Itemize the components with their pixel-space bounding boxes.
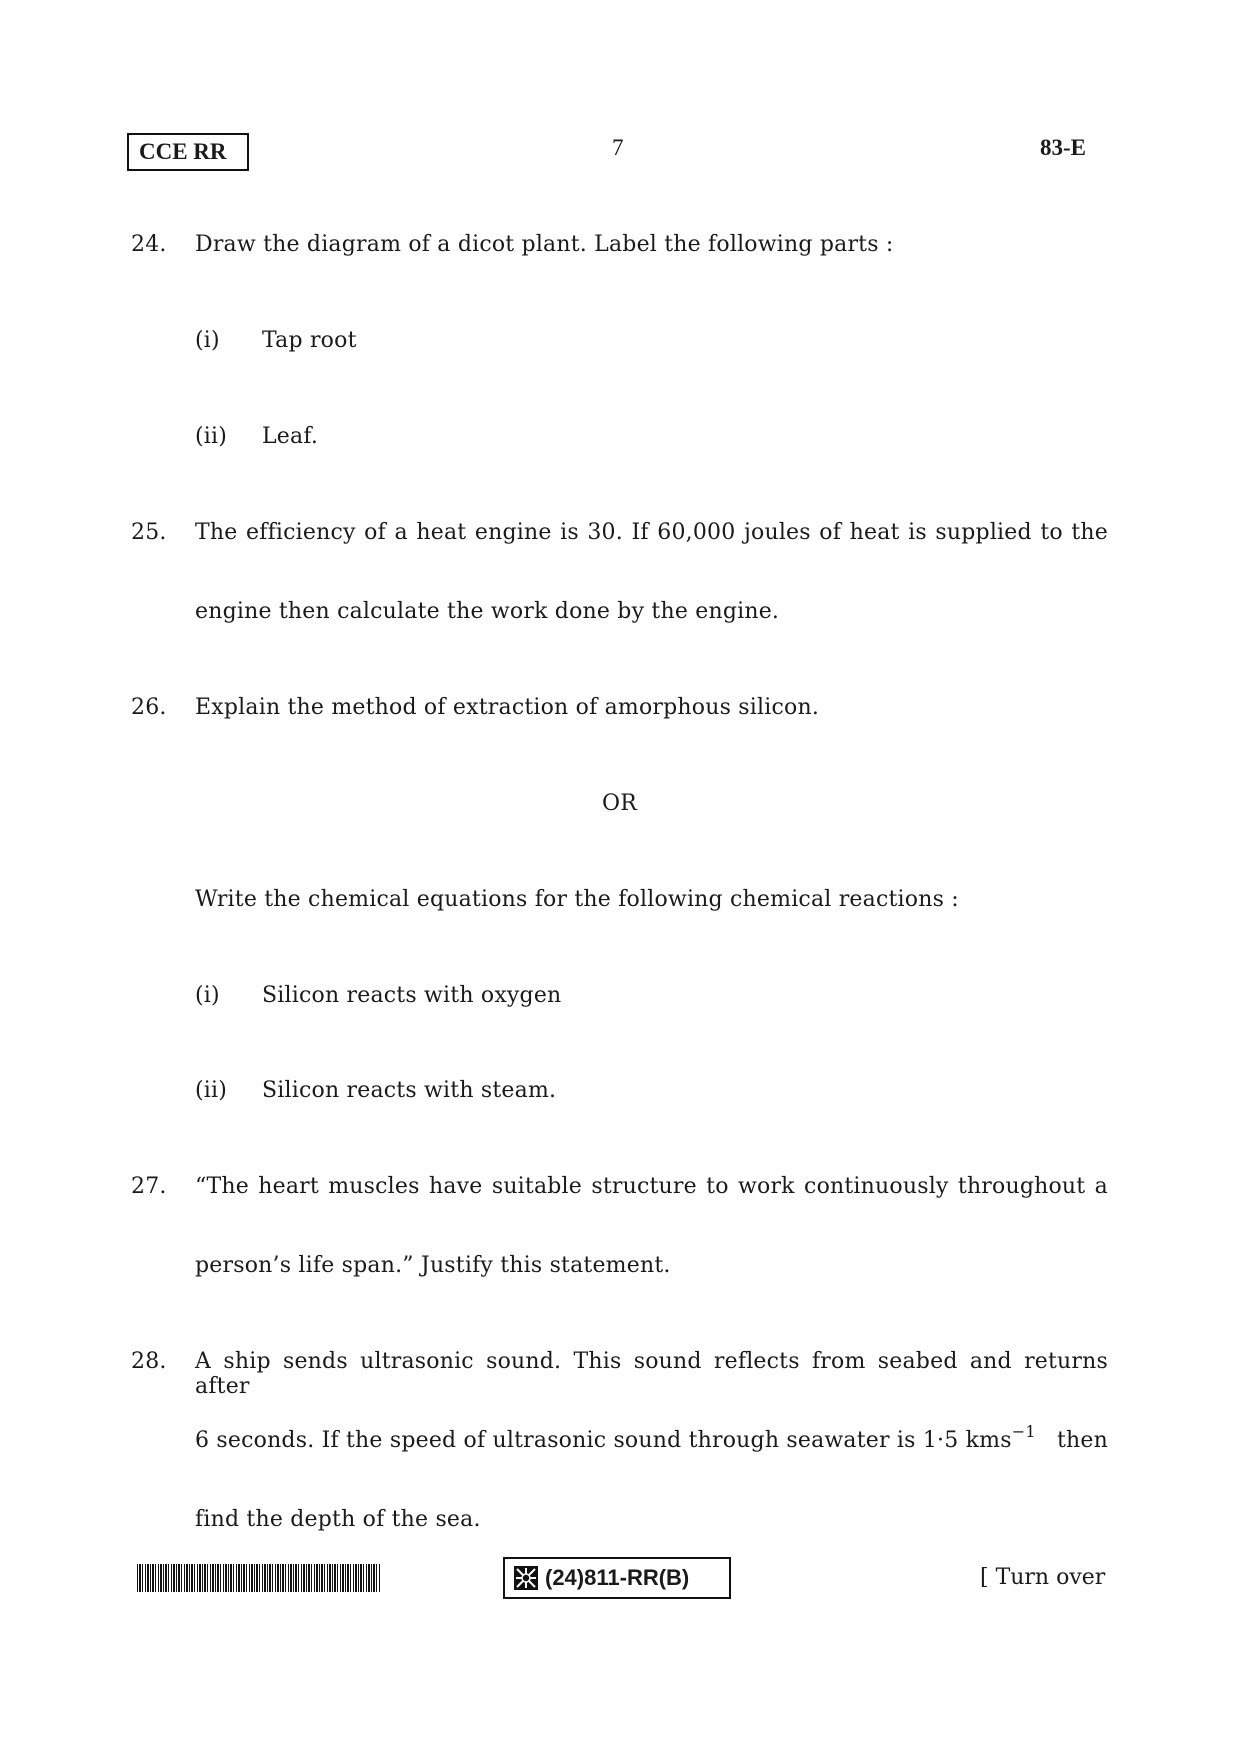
barcode (137, 1564, 380, 1592)
question-text: A ship sends ultrasonic sound. This sound reflects from seabed and returns after (195, 1349, 1108, 1399)
question-text: 6 seconds. If the speed of ultrasonic sound through seawater is 1·5 kms (195, 1428, 1012, 1453)
question-text: The efficiency of a heat engine is 30. If 60,000 joules of heat is supplied to the (195, 520, 1108, 545)
question-text-suffix: then (1057, 1428, 1108, 1453)
footer-code-box (503, 1557, 731, 1599)
part-text: Silicon reacts with steam. (262, 1078, 557, 1103)
exam-label: CCE RR (139, 139, 227, 164)
question-number: 26. (131, 695, 167, 720)
question-text: “The heart muscles have suitable structure to work continuously throughout a (195, 1174, 1108, 1199)
question-text: Draw the diagram of a dicot plant. Label the following parts : (195, 232, 894, 257)
question-text: Write the chemical equations for the following chemical reactions : (195, 887, 959, 912)
question-text-fragment (195, 1422, 1036, 1453)
question-line-with-superscript (195, 1422, 1108, 1453)
exam-label-box (127, 133, 249, 171)
footer-code: (24)811-RR(B) (545, 1565, 690, 1590)
board-logo-icon (513, 1565, 539, 1591)
question-text: find the depth of the sea. (195, 1507, 481, 1532)
question-text: engine then calculate the work done by the engine. (195, 599, 780, 624)
or-separator: OR (602, 791, 638, 816)
question-text: person’s life span.” Justify this statement. (195, 1253, 671, 1278)
paper-code: 83-E (1040, 135, 1086, 160)
page-number: 7 (612, 135, 624, 160)
part-label: (i) (195, 328, 220, 353)
unit-superscript: −1 (1011, 1422, 1036, 1441)
turn-over-label: [ Turn over (980, 1565, 1106, 1590)
question-number: 28. (131, 1349, 167, 1374)
part-label: (ii) (195, 424, 228, 449)
part-label: (ii) (195, 1078, 228, 1103)
part-text: Silicon reacts with oxygen (262, 983, 562, 1008)
question-number: 25. (131, 520, 167, 545)
part-text: Leaf. (262, 424, 319, 449)
question-number: 27. (131, 1174, 167, 1199)
question-text: Explain the method of extraction of amorphous silicon. (195, 695, 820, 720)
part-text: Tap root (262, 328, 357, 353)
part-label: (i) (195, 983, 220, 1008)
question-number: 24. (131, 232, 167, 257)
